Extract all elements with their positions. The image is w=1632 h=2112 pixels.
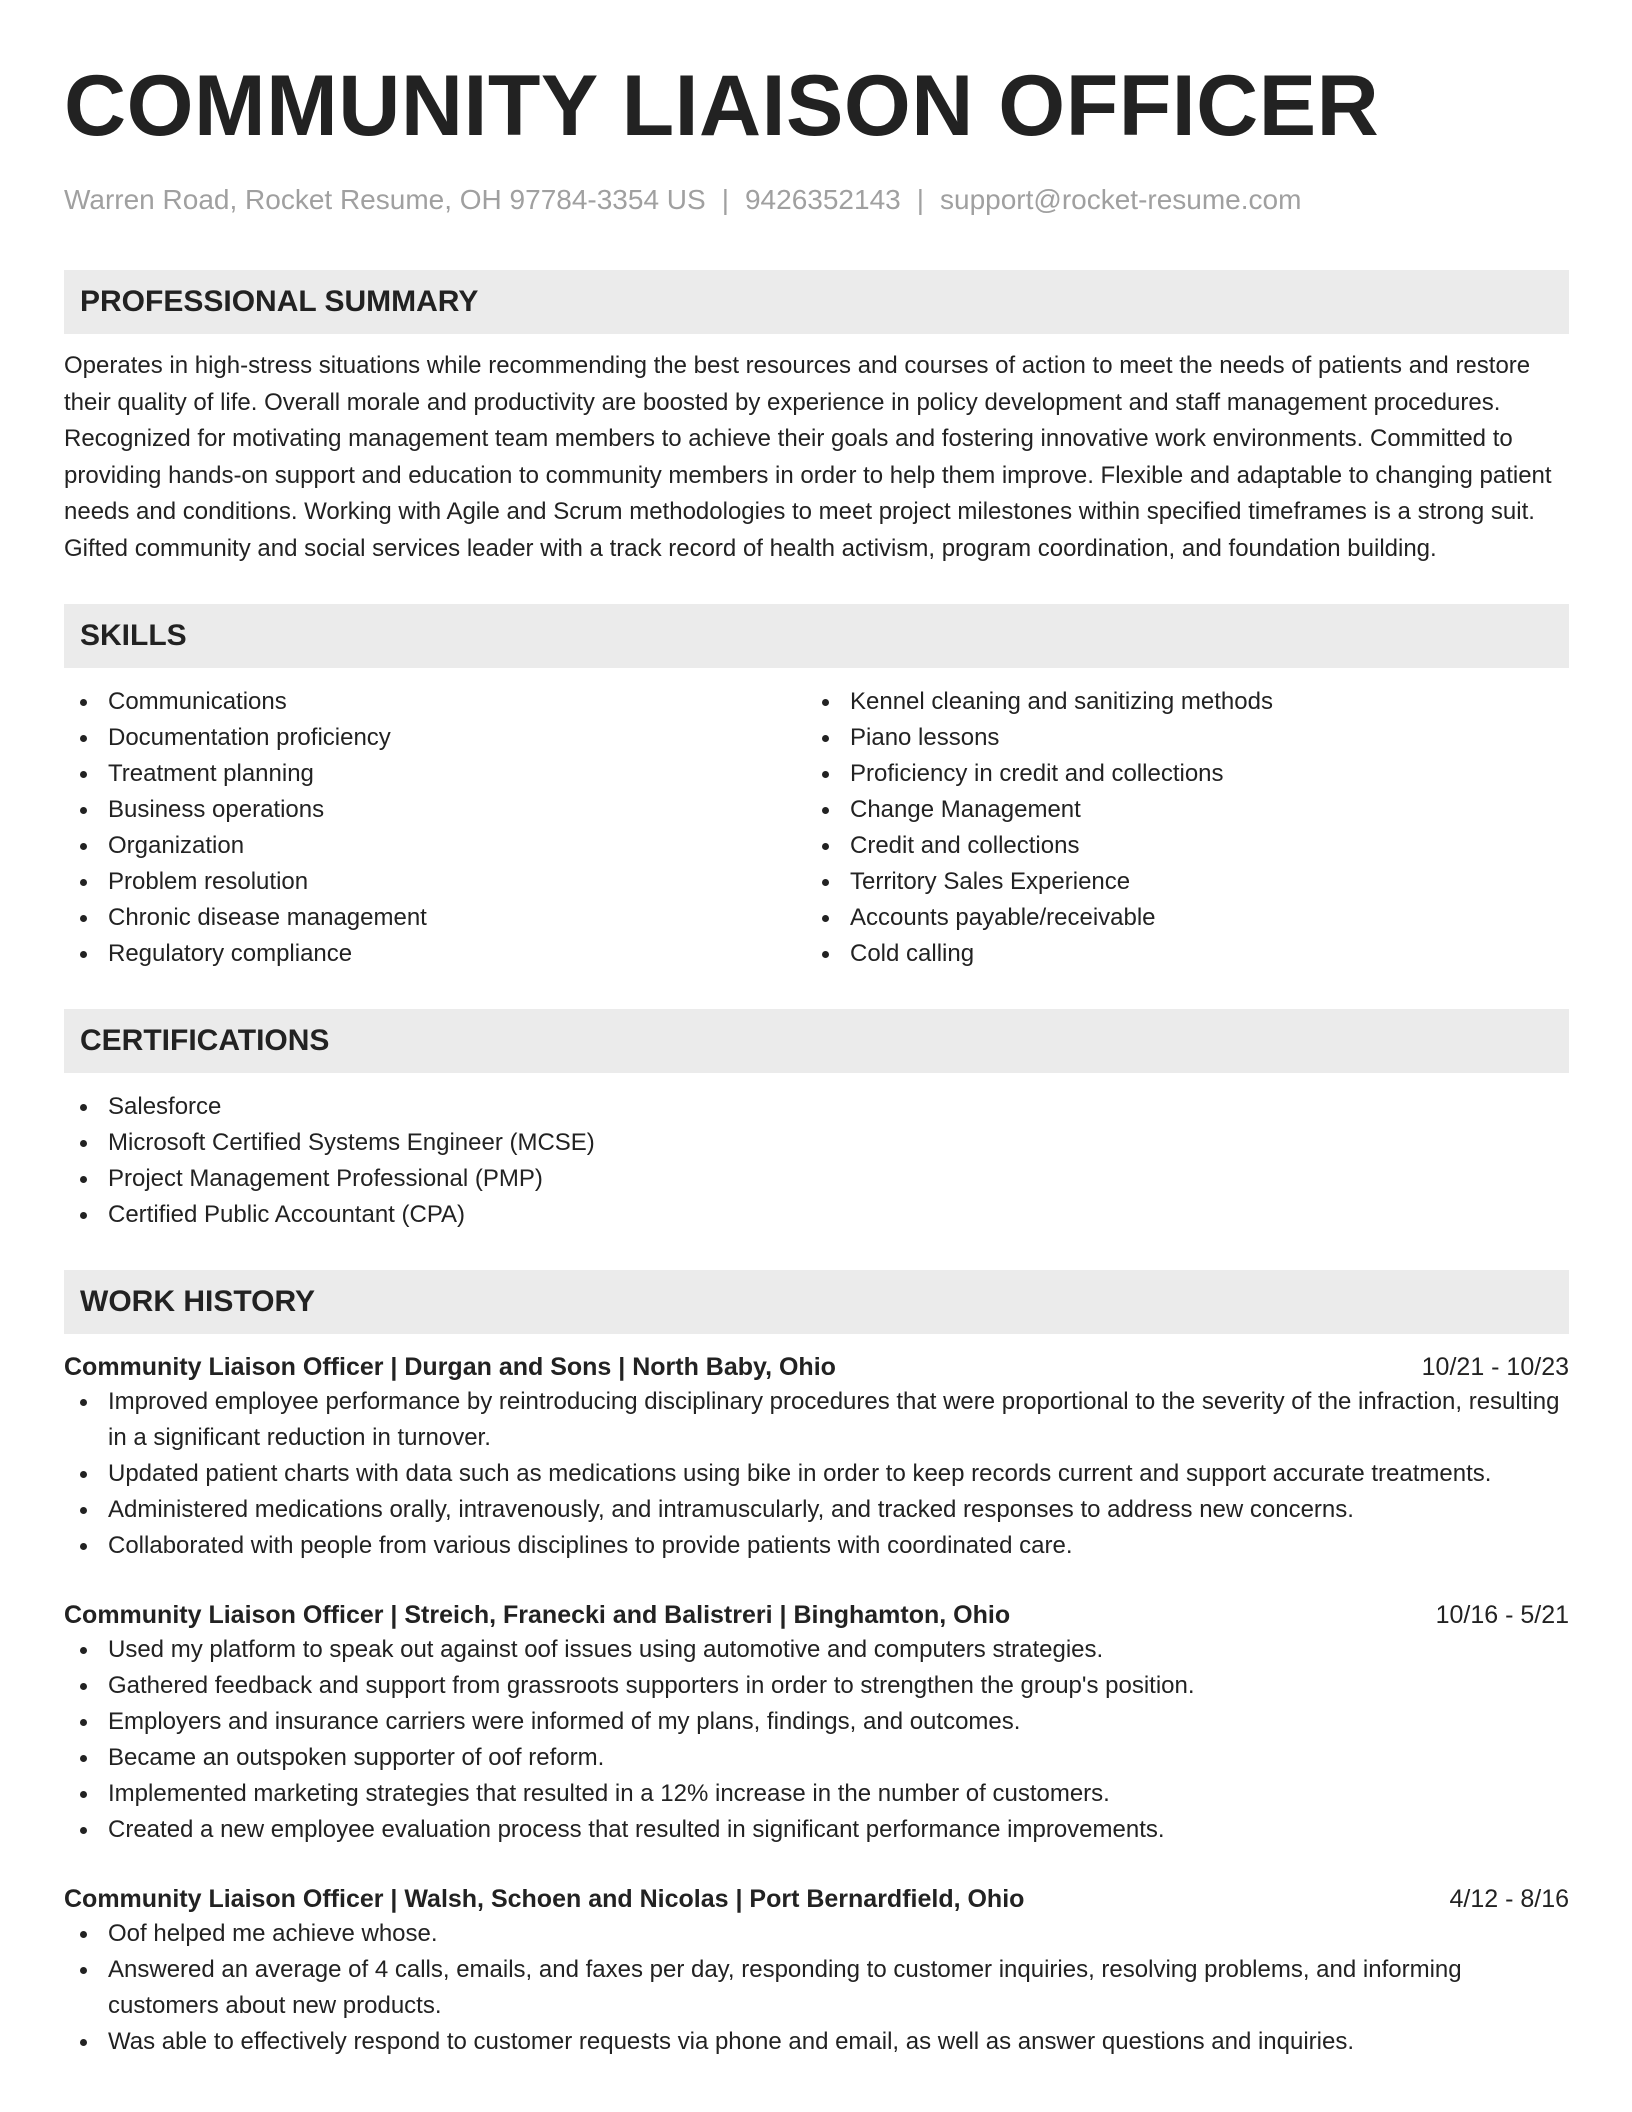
skill-item: Business operations (64, 792, 806, 828)
job-title: Community Liaison Officer | Durgan and Sons | North Baby, Ohio (64, 1353, 836, 1381)
skill-item: Documentation proficiency (64, 720, 806, 756)
job-bullets (64, 1384, 1569, 1564)
summary-header: PROFESSIONAL SUMMARY (64, 270, 1569, 334)
skill-item: Piano lessons (806, 720, 1548, 756)
contact-phone: 9426352143 (744, 184, 901, 215)
skill-item: Territory Sales Experience (806, 864, 1548, 900)
job-bullet: Gathered feedback and support from grassroots supporters in order to strengthen the group's position. (64, 1668, 1569, 1704)
job-bullet: Collaborated with people from various disciplines to provide patients with coordinated care. (64, 1528, 1569, 1564)
resume-page (64, 0, 1569, 2060)
job-bullet: Was able to effectively respond to customer requests via phone and email, as well as answer questions and inquiries. (64, 2024, 1569, 2060)
certification-item: Salesforce (64, 1089, 1569, 1125)
skills-column-right (806, 684, 1548, 972)
skill-item: Change Management (806, 792, 1548, 828)
summary-text: Operates in high-stress situations while recommending the best resources and courses of action to meet the needs of patients and restore their quality of life. Overall morale and productivity are boosted by experience in policy development and staff management procedures. Recognized for motivating management team members to achieve their goals and fostering innovative work environments. Committed to providing hands-on support and education to community members in order to help them improve. Flexible and adaptable to changing patient needs and conditions. Working with Agile and Scrum methodologies to meet project milestones within specified timeframes is a strong suit. Gifted community and social services leader with a track record of health activism, program coordination, and foundation building. (64, 352, 1552, 562)
contact-separator: | (916, 184, 924, 215)
skill-item: Proficiency in credit and collections (806, 756, 1548, 792)
certification-item: Project Management Professional (PMP) (64, 1161, 1569, 1197)
job-header (64, 1882, 1569, 1916)
job-bullet: Implemented marketing strategies that resulted in a 12% increase in the number of customers. (64, 1776, 1569, 1812)
skills-list-left (64, 684, 806, 972)
job-bullet: Administered medications orally, intravenously, and intramuscularly, and tracked responses to address new concerns. (64, 1492, 1569, 1528)
contact-separator: | (721, 184, 729, 215)
contact-email[interactable]: support@rocket-resume.com (940, 184, 1302, 215)
job-bullet: Became an outspoken supporter of oof reform. (64, 1740, 1569, 1776)
skill-item: Treatment planning (64, 756, 806, 792)
work-history-header: WORK HISTORY (64, 1270, 1569, 1334)
skill-item: Credit and collections (806, 828, 1548, 864)
job-entry (64, 1598, 1569, 1848)
job-bullet: Employers and insurance carriers were informed of my plans, findings, and outcomes. (64, 1704, 1569, 1740)
job-bullet: Oof helped me achieve whose. (64, 1916, 1569, 1952)
job-bullet: Improved employee performance by reintroducing disciplinary procedures that were proportional to the severity of the infraction, resulting in a significant reduction in turnover. (64, 1384, 1569, 1456)
job-bullets (64, 1916, 1569, 2060)
contact-address: Warren Road, Rocket Resume, OH 97784-3354 US (64, 184, 706, 215)
skills-list-right (806, 684, 1548, 972)
skill-item: Chronic disease management (64, 900, 806, 936)
job-header (64, 1598, 1569, 1632)
job-header (64, 1350, 1569, 1384)
skills-header: SKILLS (64, 604, 1569, 668)
job-bullet: Used my platform to speak out against oof issues using automotive and computers strategies. (64, 1632, 1569, 1668)
skill-item: Kennel cleaning and sanitizing methods (806, 684, 1548, 720)
skill-item: Organization (64, 828, 806, 864)
skill-item: Regulatory compliance (64, 936, 806, 972)
job-dates: 10/16 - 5/21 (1435, 1601, 1569, 1629)
job-entry (64, 1350, 1569, 1564)
job-bullet: Updated patient charts with data such as medications using bike in order to keep records current and support accurate treatments. (64, 1456, 1569, 1492)
job-dates: 10/21 - 10/23 (1421, 1353, 1569, 1381)
job-bullets (64, 1632, 1569, 1848)
certification-item: Certified Public Accountant (CPA) (64, 1197, 1569, 1233)
job-title: Community Liaison Officer | Walsh, Schoen and Nicolas | Port Bernardfield, Ohio (64, 1885, 1025, 1913)
skills-column-left (64, 684, 806, 972)
job-bullet: Created a new employee evaluation process that resulted in significant performance improvements. (64, 1812, 1569, 1848)
certifications-header: CERTIFICATIONS (64, 1009, 1569, 1073)
candidate-name: COMMUNITY LIAISON OFFICER (64, 58, 1380, 154)
job-bullet: Answered an average of 4 calls, emails, and faxes per day, responding to customer inquiries, resolving problems, and informing customers about new products. (64, 1952, 1569, 2024)
skill-item: Accounts payable/receivable (806, 900, 1548, 936)
skills-grid (64, 684, 1569, 972)
skill-item: Problem resolution (64, 864, 806, 900)
job-title: Community Liaison Officer | Streich, Franecki and Balistreri | Binghamton, Ohio (64, 1601, 1011, 1629)
certifications-list (64, 1089, 1569, 1233)
certification-item: Microsoft Certified Systems Engineer (MCSE) (64, 1125, 1569, 1161)
job-dates: 4/12 - 8/16 (1449, 1885, 1569, 1913)
job-entry (64, 1882, 1569, 2060)
skill-item: Communications (64, 684, 806, 720)
contact-line (64, 184, 1569, 216)
skill-item: Cold calling (806, 936, 1548, 972)
